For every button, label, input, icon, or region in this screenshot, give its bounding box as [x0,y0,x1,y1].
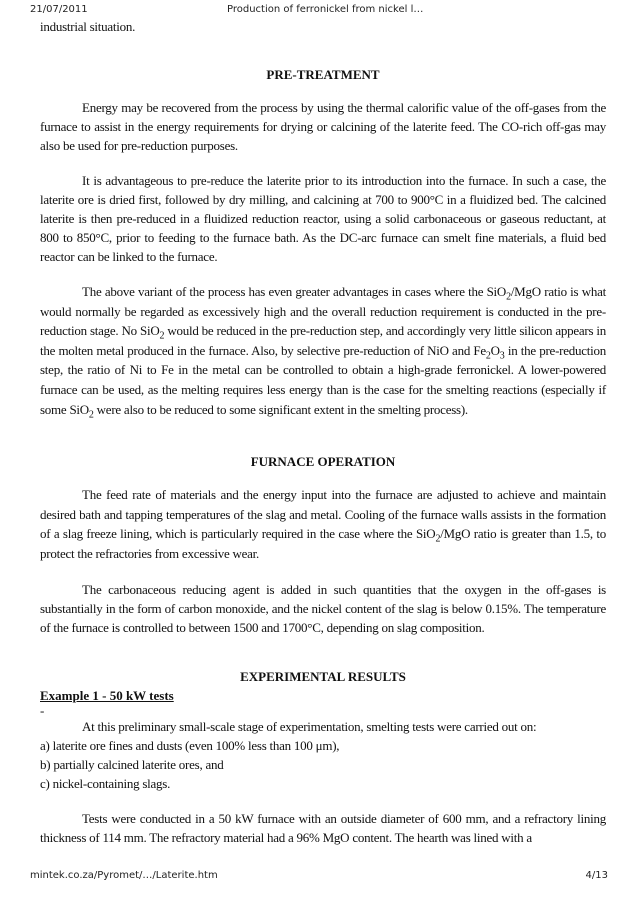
page-header [30,4,610,18]
heading-furnace-operation: FURNACE OPERATION [250,454,396,470]
pretreatment-paragraph-1: Energy may be recovered from the process by using the thermal calorific value of the off-gases from the furnace to assist in the energy requirements for drying or calcining of the laterite feed. The CO-rich off-gas may also be used for pre-reduction purposes. [40,100,606,153]
dash-marker: - [40,702,45,718]
page-number: 4/13 [585,870,608,881]
list-item-b: b) partially calcined laterite ores, and [40,756,224,772]
pretreatment-paragraph-3: The above variant of the process has even greater advantages in cases where the SiO$_2$/MgO ratio is what would normally be regarded as excessively high and the overall reduction requirement is conducted in the pre-reduction stage. No SiO$_2$ would be reduced in the pre-reduction step, and accordingly very little silicon appears in the molten metal produced in the furnace. Also, by selective pre-reduction of NiO and $Fe_2O_3$ in the pre-reduction step, the ratio of Ni to Fe in the metal can be controlled to obtain a high-grade ferronickel. A lower-powered furnace can be used, as the melting requires less energy than is the case for the smelting reactions (especially if some SiO$_2$ were also to be reduced to some significant extent in the smelting process). [40,284,606,421]
list-item-a: a) laterite ore fines and dusts (even 100% less than 100 μm), [40,737,340,753]
heading-experimental-results: EXPERIMENTAL RESULTS [240,668,406,684]
furnace-paragraph-2: The carbonaceous reducing agent is added in such quantities that the oxygen in the off-gases is substantially in the form of carbon monoxide, and the nickel content of the slag is below 0.15%. The temperature of the furnace is controlled to between 1500 and 1700°C, depending on slag composition. [40,581,606,635]
heading-pretreatment: PRE-TREATMENT [266,67,380,82]
header-title: Production of ferronickel from nickel l… [227,4,424,15]
pretreatment-paragraph-2: It is advantageous to pre-reduce the laterite prior to its introduction into the furnace. In such a case, the laterite ore is dried first, followed by dry milling, and calcining at 700 to 900°C in a fluidized bed. The calcined laterite is then pre-reduced in a fluidized reduction reactor, using a solid carbonaceous or gaseous reductant, at 800 to 850°C, prior to feeding to the furnace bath. As the DC-arc furnace can smelt fine materials, a fluid bed reactor can be linked to the furnace. [40,173,606,264]
furnace-paragraph-1: The feed rate of materials and the energy input into the furnace are adjusted to achieve and maintain desired bath and tapping temperatures of the slag and metal. Cooling of the furnace walls assists in the formation of a slag freeze lining, which is particularly required in the case where the SiO$_2$/MgO ratio is greater than 1.5, to protect the refractories from excessive wear. [40,487,606,561]
results-intro: At this preliminary small-scale stage of experimentation, smelting tests were carried out on: [82,718,537,734]
list-item-c: c) nickel-containing slags. [40,775,171,791]
results-paragraph-last: Tests were conducted in a 50 kW furnace with an outside diameter of 600 mm, and a refractory lining thickness of 114 mm. The refractory material had a 96% MgO content. The hearth was lined with a [40,810,606,845]
example-heading: Example 1 - 50 kW tests [40,687,174,703]
continuation-text: industrial situation. [40,19,136,34]
header-date: 21/07/2011 [30,4,88,15]
page-footer [30,870,608,884]
document-body [40,17,606,847]
footer-url[interactable]: mintek.co.za/Pyromet/…/Laterite.htm [30,870,218,881]
